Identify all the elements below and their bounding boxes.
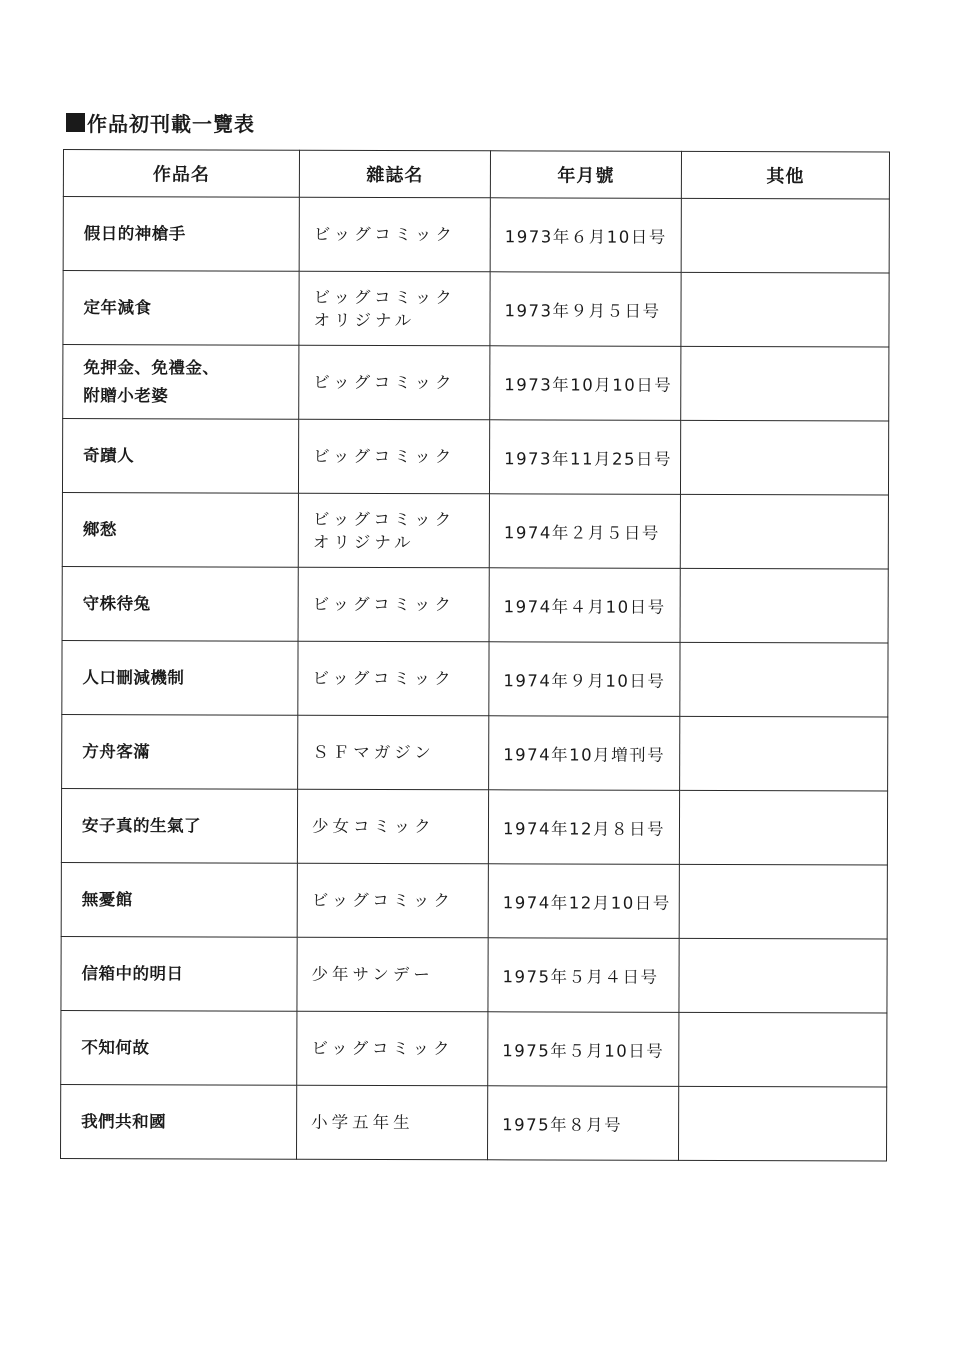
publication-table [60,149,890,1161]
table-row [61,936,887,1012]
magazine-line: ビッグコミック [311,1038,454,1059]
magazine-line: ビッグコミック [312,668,455,689]
issue-date-cell: 1974年２月５日号 [489,494,680,569]
work-title-cell [62,714,298,789]
header-date: 年月號 [490,151,681,199]
magazine-line: 少女コミック [311,816,435,837]
work-title-cell [61,862,297,937]
table-header-row [63,150,889,199]
magazine-line: 小学五年生 [311,1112,414,1133]
table-row [62,492,888,568]
work-title-line: 人口刪減機制 [82,667,185,687]
work-title-cell [62,419,298,494]
header-magazine: 雜誌名 [299,150,490,198]
magazine-cell [299,271,490,346]
other-cell [681,346,889,421]
work-title-cell [61,1010,297,1085]
work-title-cell [63,197,299,272]
other-cell [679,864,887,939]
issue-date-cell: 1974年４月10日号 [489,568,680,643]
work-title-line: 守株待兔 [82,593,151,613]
work-title-line: 方舟客滿 [82,741,151,761]
magazine-cell [298,715,489,790]
page-title [66,108,255,137]
header-other: 其他 [681,151,889,199]
work-title-line: 安子真的生氣了 [81,815,202,835]
magazine-cell [298,567,489,642]
magazine-line: 少年サンデー [311,964,434,985]
table-row [63,345,889,421]
magazine-line: ＳＦマガジン [312,742,435,763]
magazine-line: ビッグコミック [313,446,456,467]
table-row [62,714,888,790]
work-title-line: 假日的神槍手 [83,223,186,243]
table-row [61,788,887,864]
other-cell [679,1086,887,1161]
work-title-cell [62,492,298,567]
work-title-cell [63,271,299,346]
work-title-line: 附贈小老婆 [83,385,169,405]
issue-date-cell: 1973年11月25日号 [489,420,680,495]
issue-date-cell: 1973年９月５日号 [490,272,681,347]
other-cell [679,938,887,1013]
issue-date-cell: 1973年６月10日号 [490,198,681,273]
table-row [62,640,888,716]
issue-date-cell: 1975年５月10日号 [488,1012,679,1087]
work-title-line: 我們共和國 [81,1111,167,1131]
issue-date-cell: 1975年５月４日号 [488,938,679,1013]
magazine-cell [298,493,489,568]
magazine-cell [297,789,488,864]
magazine-cell [297,1011,488,1086]
other-cell [679,1012,887,1087]
work-title-cell [61,936,297,1011]
work-title-cell [62,640,298,715]
issue-date-cell: 1973年10月10日号 [490,346,681,421]
magazine-line: ビッグコミック [312,509,456,529]
work-title-line: 定年減食 [83,297,152,317]
table-row [61,862,887,938]
issue-date-cell: 1974年12月８日号 [488,790,679,865]
table-row [63,197,889,273]
work-title-line: 不知何故 [81,1037,150,1057]
work-title-line: 免押金、免禮金、 [83,357,220,377]
work-title-line: 鄉愁 [82,519,117,539]
table-body [61,197,890,1161]
other-cell [680,716,888,791]
work-title-line: 無憂館 [81,889,133,909]
other-cell [681,272,889,347]
magazine-cell [298,641,489,716]
magazine-line: ビッグコミック [311,890,454,911]
magazine-line: ビッグコミック [313,372,456,393]
magazine-cell [299,345,490,420]
other-cell [680,420,888,495]
work-title-line: 奇蹟人 [83,445,135,465]
table-row [61,1084,887,1160]
magazine-line: ビッグコミック [313,224,456,245]
issue-date-cell: 1974年12月10日号 [488,864,679,939]
issue-date-cell: 1974年９月10日号 [489,642,680,717]
magazine-cell [297,1085,488,1160]
magazine-line: ビッグコミック [312,594,455,615]
header-title: 作品名 [63,150,299,198]
magazine-line: オリジナル [312,532,415,552]
black-square-icon [66,113,85,132]
table-row [63,271,889,347]
issue-date-cell: 1975年８月号 [488,1086,679,1161]
magazine-line: オリジナル [313,310,416,330]
magazine-cell [297,937,488,1012]
magazine-line: ビッグコミック [313,287,456,307]
magazine-cell [299,197,490,272]
magazine-cell [298,419,489,494]
work-title-line: 信箱中的明日 [81,963,184,983]
work-title-cell [62,566,298,641]
table-row [62,566,888,642]
table-row [62,419,888,495]
magazine-cell [297,863,488,938]
work-title-cell [63,345,299,420]
other-cell [679,790,887,865]
issue-date-cell: 1974年10月増刊号 [489,716,680,791]
other-cell [680,494,888,569]
other-cell [680,568,888,643]
page-title-text: 作品初刊載一覽表 [87,112,255,136]
work-title-cell [61,1084,297,1159]
other-cell [680,642,888,717]
work-title-cell [61,788,297,863]
table-row [61,1010,887,1086]
other-cell [681,198,889,273]
